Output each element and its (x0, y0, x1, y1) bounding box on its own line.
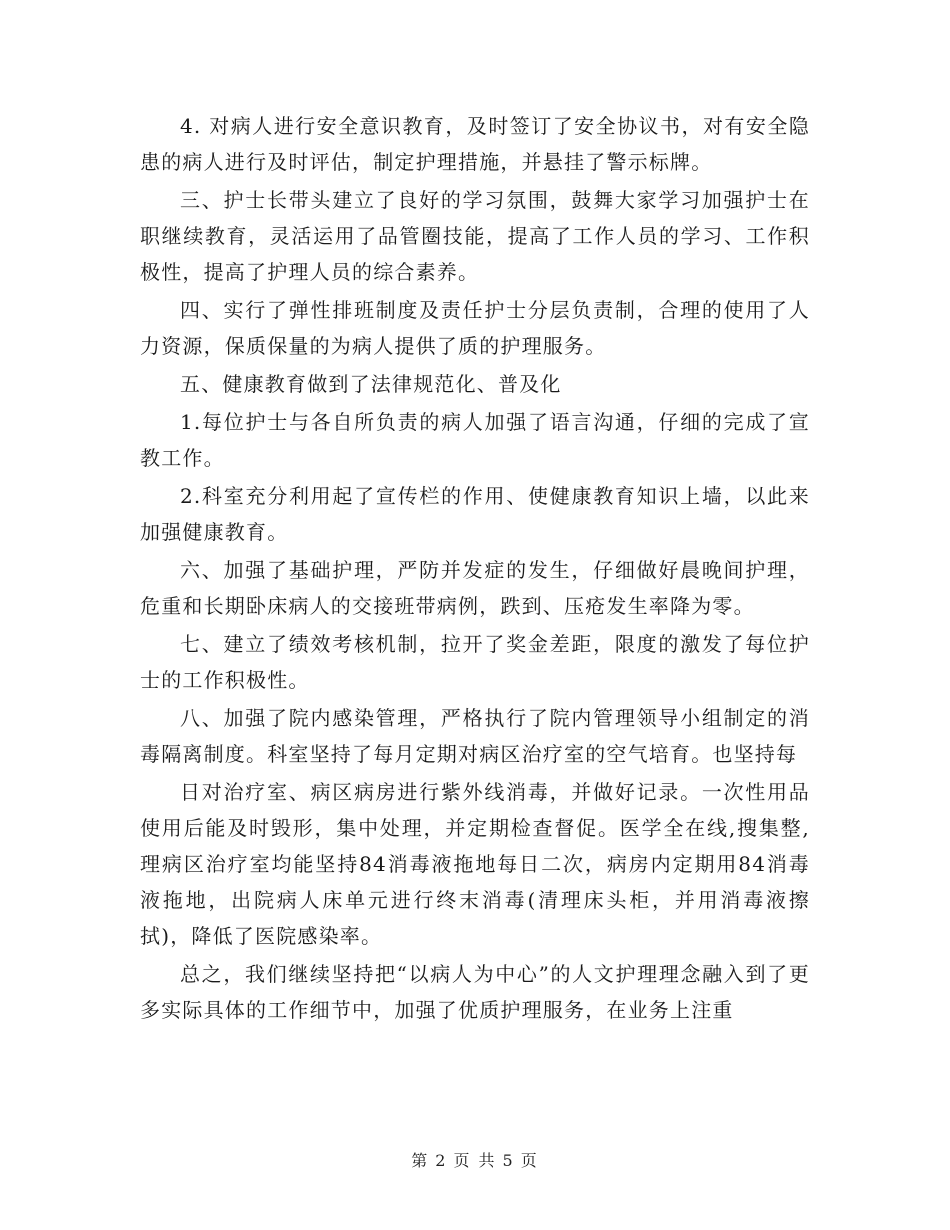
paragraph-flexible-scheduling: 四、实行了弹性排班制度及责任护士分层负责制，合理的使用了人力资源，保质保量的为病人提供了质的护理服务。 (140, 298, 810, 358)
paragraph-basic-nursing: 六、加强了基础护理，严防并发症的发生，仔细做好晨晚间护理，危重和长期卧床病人的交接班带病例，跌到、压疮发生率降为零。 (140, 558, 810, 618)
paragraph-summary: 总之，我们继续坚持把“以病人为中心”的人文护理理念融入到了更多实际具体的工作细节中，加强了优质护理服务，在业务上注重 (140, 962, 810, 1022)
paragraph-disinfection: 日对治疗室、病区病房进行紫外线消毒，并做好记录。一次性用品使用后能及时毁形，集中处理，并定期检查督促。医学全在线,搜集整,理病区治疗室均能坚持84消毒液拖地每日二次，病房内定期用84消毒液拖地，出院病人床单元进行终末消毒(清理床头柜，并用消毒液擦拭)，降低了医院感染率。 (140, 780, 810, 948)
footer-total-pages: 5 (502, 1151, 515, 1170)
footer-middle: 页 共 (453, 1151, 497, 1170)
paragraph-health-education-heading: 五、健康教育做到了法律规范化、普及化 (180, 372, 562, 396)
paragraph-safety-education: 4. 对病人进行安全意识教育，及时签订了安全协议书，对有安全隐患的病人进行及时评估，制定护理措施，并悬挂了警示标牌。 (140, 114, 810, 174)
paragraph-learning-atmosphere: 三、护士长带头建立了良好的学习氛围，鼓舞大家学习加强护士在职继续教育，灵活运用了品管圈技能，提高了工作人员的学习、工作积极性，提高了护理人员的综合素养。 (140, 188, 810, 284)
page-footer (0, 1148, 950, 1171)
document-body (140, 108, 810, 1030)
paragraph-performance-appraisal: 七、建立了绩效考核机制，拉开了奖金差距，限度的激发了每位护士的工作积极性。 (140, 632, 810, 692)
footer-suffix: 页 (520, 1151, 539, 1170)
paragraph-communication: 1.每位护士与各自所负责的病人加强了语言沟通，仔细的完成了宣教工作。 (140, 410, 810, 470)
footer-prefix: 第 (411, 1151, 430, 1170)
footer-current-page: 2 (435, 1151, 448, 1170)
paragraph-bulletin-board: 2.科室充分利用起了宣传栏的作用、使健康教育知识上墙，以此来加强健康教育。 (140, 484, 810, 544)
paragraph-infection-control: 八、加强了院内感染管理，严格执行了院内管理领导小组制定的消毒隔离制度。科室坚持了每月定期对病区治疗室的空气培育。也坚持每 (140, 706, 810, 766)
